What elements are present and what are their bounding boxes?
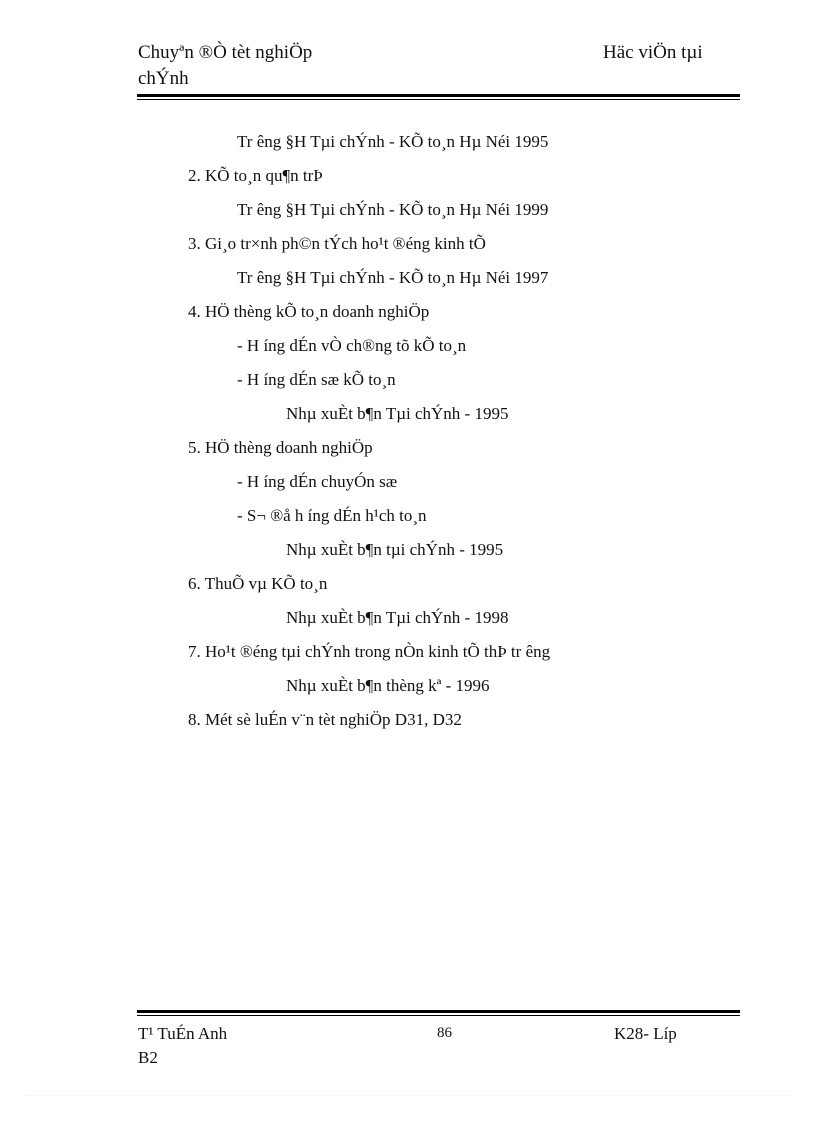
reference-item: 4. HÖ thèng kÕ to¸n doanh nghiÖp — [188, 302, 430, 321]
footer-author — [138, 1022, 227, 1070]
reference-detail: Nhµ xuÈt b¶n Tµi chÝnh - 1995 — [286, 404, 509, 423]
footer-author-line-1: T¹ TuÉn Anh — [138, 1024, 228, 1043]
page-edge-divider — [24, 1095, 792, 1096]
footer-rule — [137, 1010, 740, 1013]
reference-item: 6. ThuÕ vµ KÕ to¸n — [188, 574, 328, 593]
reference-detail: Nhµ xuÈt b¶n thèng kª - 1996 — [286, 676, 490, 695]
reference-item: 2. KÕ to¸n qu¶n trÞ — [188, 166, 323, 185]
header-title-line-2: chÝnh — [138, 68, 189, 89]
reference-detail: - H íng dÉn chuyÓn sæ — [237, 472, 398, 491]
footer-author-line-2: B2 — [138, 1048, 158, 1067]
reference-detail: Nhµ xuÈt b¶n tµi chÝnh - 1995 — [286, 540, 504, 559]
reference-item: 5. HÖ thèng doanh nghiÖp — [188, 438, 373, 457]
reference-detail: Tr êng §H Tµi chÝnh - KÕ to¸n Hµ Néi 1997 — [237, 268, 549, 287]
header-title — [138, 40, 312, 92]
reference-detail: Tr êng §H Tµi chÝnh - KÕ to¸n Hµ Néi 1999 — [237, 200, 549, 219]
reference-item: 7. Ho¹t ®éng tµi chÝnh trong nÒn kinh tÕ thÞ tr êng — [188, 642, 551, 661]
footer-class: K28- Líp — [614, 1024, 677, 1043]
reference-detail: - H íng dÉn vÒ ch®ng tõ kÕ to¸n — [237, 336, 467, 355]
header-rule — [137, 94, 740, 97]
page-number: 86 — [437, 1025, 452, 1041]
reference-detail: - H íng dÉn sæ kÕ to¸n — [237, 370, 396, 389]
reference-detail: - S¬ ®å h íng dÉn h¹ch to¸n — [237, 506, 427, 525]
reference-item: 3. Gi¸o tr×nh ph©n tÝch ho¹t ®éng kinh tÕ — [188, 234, 486, 253]
reference-detail: Tr êng §H Tµi chÝnh - KÕ to¸n Hµ Néi 1995 — [237, 132, 549, 151]
header-title-line-1: Chuyªn ®Ò tèt nghiÖp — [138, 42, 313, 63]
reference-item: 8. Mét sè luÉn v¨n tèt nghiÖp D31, D32 — [188, 710, 462, 729]
reference-detail: Nhµ xuÈt b¶n Tµi chÝnh - 1998 — [286, 608, 509, 627]
header-institution: Häc viÖn tµi — [603, 42, 703, 63]
